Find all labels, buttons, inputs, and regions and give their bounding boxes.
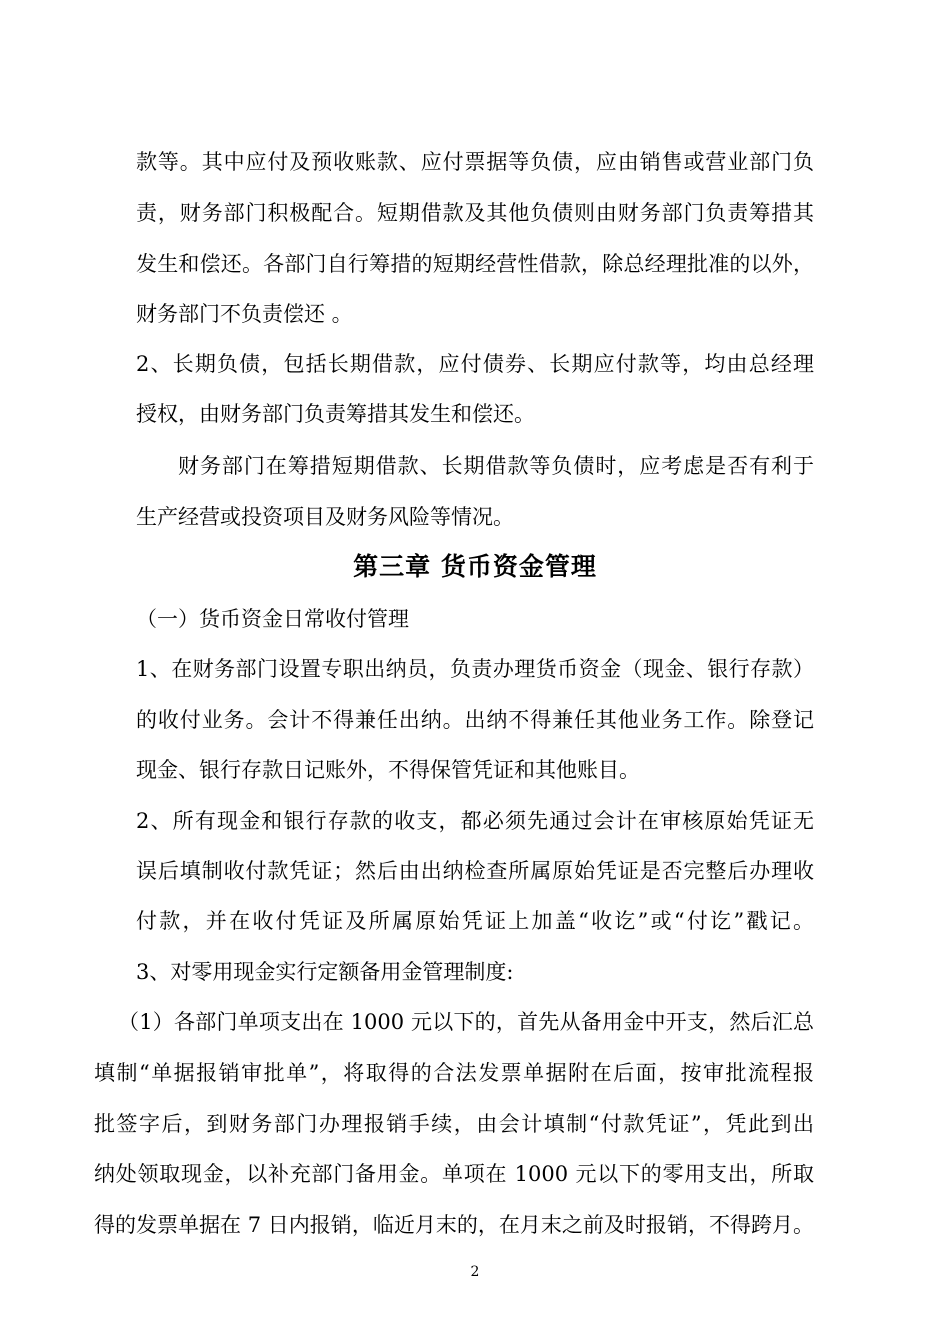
body-line-20: 纳处领取现金，以补充部门备用金。单项在 1000 元以下的零用支出，所取 — [94, 1162, 814, 1186]
section-heading: （一）货币资金日常收付管理 — [136, 607, 409, 631]
body-line-3: 发生和偿还。各部门自行筹措的短期经营性借款，除总经理批准的以外， — [136, 252, 814, 276]
body-line-11: 的收付业务。会计不得兼任出纳。出纳不得兼任其他业务工作。除登记 — [136, 708, 814, 732]
body-line-10: 1、在财务部门设置专职出纳员，负责办理货币资金（现金、银行存款） — [136, 657, 814, 681]
body-line-19: 批签字后，到财务部门办理报销手续，由会计填制“付款凭证”，凭此到出 — [94, 1112, 814, 1136]
body-line-16: 3、对零用现金实行定额备用金管理制度: — [136, 960, 514, 984]
body-line-15: 付款，并在收付凭证及所属原始凭证上加盖“收讫”或“付讫”戳记。 — [136, 909, 814, 933]
body-line-18: 填制“单据报销审批单”，将取得的合法发票单据附在后面，按审批流程报 — [94, 1061, 814, 1085]
body-line-6: 授权，由财务部门负责筹措其发生和偿还。 — [136, 402, 535, 426]
body-line-1: 款等。其中应付及预收账款、应付票据等负债，应由销售或营业部门负 — [136, 150, 814, 174]
body-line-2: 责，财务部门积极配合。短期借款及其他负债则由财务部门负责筹措其 — [136, 201, 814, 225]
body-line-8: 生产经营或投资项目及财务风险等情况。 — [136, 505, 514, 529]
body-line-12: 现金、银行存款日记账外，不得保管凭证和其他账目。 — [136, 758, 640, 782]
body-line-7: 财务部门在筹措短期借款、长期借款等负债时，应考虑是否有利于 — [178, 454, 814, 478]
body-line-21: 得的发票单据在 7 日内报销，临近月末的，在月末之前及时报销，不得跨月。 — [94, 1213, 814, 1237]
body-line-13: 2、所有现金和银行存款的收支，都必须先通过会计在审核原始凭证无 — [136, 809, 814, 833]
body-line-5: 2、长期负债，包括长期借款，应付债券、长期应付款等，均由总经理 — [136, 352, 814, 376]
body-line-14: 误后填制收付款凭证；然后由出纳检查所属原始凭证是否完整后办理收 — [136, 859, 814, 883]
page-number: 2 — [470, 1264, 480, 1280]
chapter-heading: 第三章 货币资金管理 — [353, 552, 597, 581]
body-line-4: 财务部门不负责偿还 。 — [136, 302, 353, 326]
body-line-17: （1）各部门单项支出在 1000 元以下的，首先从备用金中开支，然后汇总 — [118, 1010, 814, 1034]
